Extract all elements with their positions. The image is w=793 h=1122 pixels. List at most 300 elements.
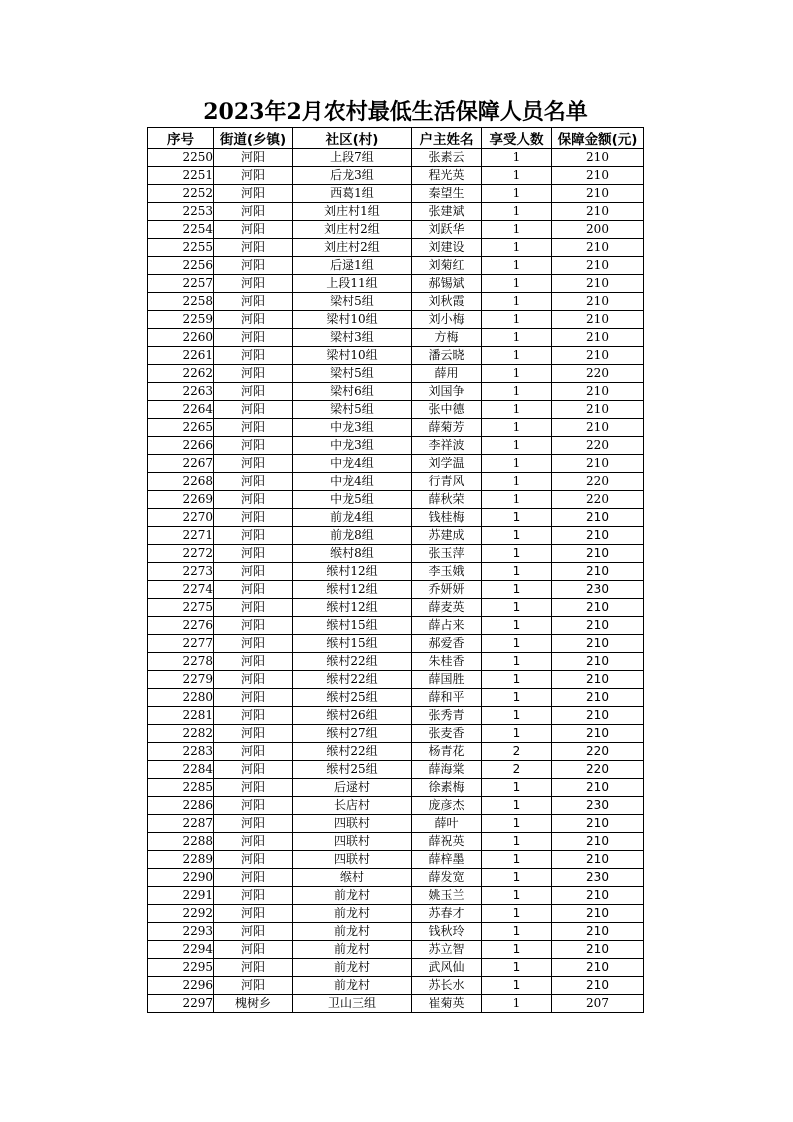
cell-amount: 210 <box>552 383 644 401</box>
cell-amount: 207 <box>552 995 644 1013</box>
cell-seq: 2295 <box>148 959 214 977</box>
cell-street: 河阳 <box>214 599 293 617</box>
cell-street: 河阳 <box>214 977 293 995</box>
cell-householder: 刘秋霞 <box>412 293 482 311</box>
table-row <box>148 887 644 905</box>
cell-seq: 2282 <box>148 725 214 743</box>
cell-community: 缑村22组 <box>293 743 412 761</box>
cell-amount: 210 <box>552 599 644 617</box>
cell-seq: 2272 <box>148 545 214 563</box>
cell-seq: 2250 <box>148 149 214 167</box>
header-community: 社区(村) <box>293 128 412 149</box>
table-row <box>148 239 644 257</box>
cell-seq: 2283 <box>148 743 214 761</box>
cell-street: 河阳 <box>214 221 293 239</box>
cell-householder: 薛发宽 <box>412 869 482 887</box>
cell-community: 四联村 <box>293 851 412 869</box>
cell-community: 梁村5组 <box>293 365 412 383</box>
document-title: 2023年2月农村最低生活保障人员名单 <box>203 99 588 125</box>
cell-amount: 230 <box>552 581 644 599</box>
cell-seq: 2284 <box>148 761 214 779</box>
cell-householder: 薛梓墨 <box>412 851 482 869</box>
cell-seq: 2297 <box>148 995 214 1013</box>
cell-beneficiaries: 1 <box>482 239 552 257</box>
cell-street: 河阳 <box>214 239 293 257</box>
cell-amount: 200 <box>552 221 644 239</box>
cell-seq: 2286 <box>148 797 214 815</box>
cell-community: 梁村5组 <box>293 401 412 419</box>
cell-householder: 李祥波 <box>412 437 482 455</box>
cell-beneficiaries: 1 <box>482 941 552 959</box>
cell-beneficiaries: 1 <box>482 185 552 203</box>
cell-seq: 2293 <box>148 923 214 941</box>
cell-householder: 刘建设 <box>412 239 482 257</box>
cell-seq: 2263 <box>148 383 214 401</box>
cell-street: 河阳 <box>214 203 293 221</box>
cell-street: 河阳 <box>214 329 293 347</box>
cell-amount: 210 <box>552 941 644 959</box>
cell-seq: 2268 <box>148 473 214 491</box>
cell-community: 梁村10组 <box>293 347 412 365</box>
cell-street: 河阳 <box>214 437 293 455</box>
cell-seq: 2273 <box>148 563 214 581</box>
cell-seq: 2264 <box>148 401 214 419</box>
cell-seq: 2251 <box>148 167 214 185</box>
cell-amount: 210 <box>552 545 644 563</box>
cell-street: 河阳 <box>214 653 293 671</box>
cell-street: 河阳 <box>214 815 293 833</box>
cell-community: 缑村15组 <box>293 617 412 635</box>
cell-street: 河阳 <box>214 293 293 311</box>
cell-beneficiaries: 1 <box>482 563 552 581</box>
cell-beneficiaries: 1 <box>482 545 552 563</box>
cell-amount: 210 <box>552 329 644 347</box>
cell-beneficiaries: 1 <box>482 401 552 419</box>
cell-amount: 210 <box>552 725 644 743</box>
cell-householder: 薛海棠 <box>412 761 482 779</box>
cell-beneficiaries: 1 <box>482 347 552 365</box>
cell-street: 河阳 <box>214 311 293 329</box>
cell-street: 河阳 <box>214 635 293 653</box>
cell-community: 前龙村 <box>293 941 412 959</box>
cell-beneficiaries: 2 <box>482 761 552 779</box>
cell-beneficiaries: 1 <box>482 311 552 329</box>
table-row <box>148 329 644 347</box>
cell-street: 河阳 <box>214 779 293 797</box>
table-row <box>148 851 644 869</box>
cell-amount: 210 <box>552 635 644 653</box>
cell-community: 前龙村 <box>293 887 412 905</box>
cell-street: 河阳 <box>214 923 293 941</box>
cell-beneficiaries: 1 <box>482 869 552 887</box>
cell-householder: 张素云 <box>412 149 482 167</box>
cell-community: 缑村12组 <box>293 563 412 581</box>
table-row <box>148 689 644 707</box>
cell-street: 河阳 <box>214 149 293 167</box>
cell-seq: 2258 <box>148 293 214 311</box>
cell-seq: 2275 <box>148 599 214 617</box>
cell-street: 河阳 <box>214 401 293 419</box>
cell-street: 槐树乡 <box>214 995 293 1013</box>
cell-seq: 2260 <box>148 329 214 347</box>
cell-community: 缑村 <box>293 869 412 887</box>
cell-community: 缑村12组 <box>293 581 412 599</box>
cell-community: 后龙3组 <box>293 167 412 185</box>
cell-beneficiaries: 1 <box>482 779 552 797</box>
cell-community: 中龙4组 <box>293 473 412 491</box>
cell-amount: 220 <box>552 761 644 779</box>
cell-beneficiaries: 1 <box>482 599 552 617</box>
cell-householder: 张建斌 <box>412 203 482 221</box>
cell-householder: 苏春才 <box>412 905 482 923</box>
cell-amount: 210 <box>552 923 644 941</box>
cell-street: 河阳 <box>214 509 293 527</box>
cell-amount: 210 <box>552 293 644 311</box>
cell-street: 河阳 <box>214 743 293 761</box>
cell-beneficiaries: 1 <box>482 293 552 311</box>
cell-householder: 薛和平 <box>412 689 482 707</box>
cell-community: 缑村22组 <box>293 653 412 671</box>
cell-householder: 钱桂梅 <box>412 509 482 527</box>
cell-community: 缑村22组 <box>293 671 412 689</box>
cell-community: 上段11组 <box>293 275 412 293</box>
cell-street: 河阳 <box>214 725 293 743</box>
cell-community: 缑村27组 <box>293 725 412 743</box>
cell-beneficiaries: 1 <box>482 689 552 707</box>
cell-street: 河阳 <box>214 581 293 599</box>
table-row <box>148 221 644 239</box>
cell-beneficiaries: 2 <box>482 743 552 761</box>
cell-seq: 2289 <box>148 851 214 869</box>
cell-beneficiaries: 1 <box>482 635 552 653</box>
cell-beneficiaries: 1 <box>482 365 552 383</box>
cell-beneficiaries: 1 <box>482 275 552 293</box>
table-row <box>148 185 644 203</box>
cell-seq: 2280 <box>148 689 214 707</box>
table-row <box>148 491 644 509</box>
cell-beneficiaries: 1 <box>482 851 552 869</box>
cell-householder: 刘菊红 <box>412 257 482 275</box>
cell-amount: 230 <box>552 869 644 887</box>
cell-householder: 徐素梅 <box>412 779 482 797</box>
cell-street: 河阳 <box>214 383 293 401</box>
cell-street: 河阳 <box>214 491 293 509</box>
cell-beneficiaries: 1 <box>482 419 552 437</box>
cell-householder: 薛秋荣 <box>412 491 482 509</box>
table-row <box>148 437 644 455</box>
table-row <box>148 275 644 293</box>
cell-street: 河阳 <box>214 761 293 779</box>
cell-amount: 210 <box>552 239 644 257</box>
cell-street: 河阳 <box>214 347 293 365</box>
cell-amount: 210 <box>552 833 644 851</box>
cell-community: 梁村5组 <box>293 293 412 311</box>
table-row <box>148 959 644 977</box>
cell-beneficiaries: 1 <box>482 329 552 347</box>
cell-householder: 张麦香 <box>412 725 482 743</box>
cell-community: 缑村8组 <box>293 545 412 563</box>
roster-body <box>148 149 644 1013</box>
cell-amount: 210 <box>552 815 644 833</box>
table-row <box>148 383 644 401</box>
table-row <box>148 365 644 383</box>
cell-street: 河阳 <box>214 527 293 545</box>
table-row <box>148 671 644 689</box>
table-row <box>148 293 644 311</box>
table-row <box>148 563 644 581</box>
cell-seq: 2266 <box>148 437 214 455</box>
cell-street: 河阳 <box>214 275 293 293</box>
table-row <box>148 797 644 815</box>
cell-community: 缑村26组 <box>293 707 412 725</box>
cell-street: 河阳 <box>214 707 293 725</box>
table-row <box>148 923 644 941</box>
cell-beneficiaries: 1 <box>482 221 552 239</box>
cell-amount: 210 <box>552 671 644 689</box>
cell-amount: 210 <box>552 851 644 869</box>
cell-community: 四联村 <box>293 815 412 833</box>
cell-householder: 薛菊芳 <box>412 419 482 437</box>
cell-community: 前龙8组 <box>293 527 412 545</box>
cell-amount: 210 <box>552 311 644 329</box>
cell-community: 梁村10组 <box>293 311 412 329</box>
cell-amount: 210 <box>552 887 644 905</box>
cell-householder: 薛用 <box>412 365 482 383</box>
cell-amount: 210 <box>552 653 644 671</box>
cell-householder: 秦望生 <box>412 185 482 203</box>
cell-amount: 210 <box>552 689 644 707</box>
cell-street: 河阳 <box>214 941 293 959</box>
table-row <box>148 869 644 887</box>
cell-seq: 2271 <box>148 527 214 545</box>
table-row <box>148 635 644 653</box>
cell-amount: 220 <box>552 365 644 383</box>
table-row <box>148 617 644 635</box>
cell-street: 河阳 <box>214 833 293 851</box>
table-row <box>148 833 644 851</box>
cell-seq: 2274 <box>148 581 214 599</box>
cell-street: 河阳 <box>214 455 293 473</box>
cell-street: 河阳 <box>214 473 293 491</box>
cell-community: 梁村3组 <box>293 329 412 347</box>
cell-seq: 2288 <box>148 833 214 851</box>
table-row <box>148 257 644 275</box>
cell-householder: 武风仙 <box>412 959 482 977</box>
table-row <box>148 653 644 671</box>
cell-community: 后逯村 <box>293 779 412 797</box>
cell-seq: 2287 <box>148 815 214 833</box>
table-row <box>148 779 644 797</box>
cell-seq: 2296 <box>148 977 214 995</box>
cell-beneficiaries: 1 <box>482 815 552 833</box>
cell-community: 卫山三组 <box>293 995 412 1013</box>
cell-seq: 2291 <box>148 887 214 905</box>
cell-seq: 2270 <box>148 509 214 527</box>
cell-householder: 庞彦杰 <box>412 797 482 815</box>
cell-street: 河阳 <box>214 689 293 707</box>
cell-seq: 2255 <box>148 239 214 257</box>
table-row <box>148 401 644 419</box>
cell-community: 缑村25组 <box>293 689 412 707</box>
cell-street: 河阳 <box>214 257 293 275</box>
cell-beneficiaries: 1 <box>482 527 552 545</box>
cell-householder: 薛祝英 <box>412 833 482 851</box>
header-beneficiaries: 享受人数 <box>482 128 552 149</box>
cell-beneficiaries: 1 <box>482 671 552 689</box>
cell-seq: 2259 <box>148 311 214 329</box>
cell-amount: 210 <box>552 347 644 365</box>
table-row <box>148 743 644 761</box>
cell-householder: 钱秋玲 <box>412 923 482 941</box>
cell-amount: 220 <box>552 473 644 491</box>
cell-beneficiaries: 1 <box>482 473 552 491</box>
table-row <box>148 347 644 365</box>
cell-community: 梁村6组 <box>293 383 412 401</box>
cell-beneficiaries: 1 <box>482 257 552 275</box>
table-row <box>148 581 644 599</box>
cell-amount: 210 <box>552 419 644 437</box>
cell-street: 河阳 <box>214 185 293 203</box>
cell-householder: 李玉娥 <box>412 563 482 581</box>
cell-community: 长店村 <box>293 797 412 815</box>
cell-community: 前龙村 <box>293 923 412 941</box>
cell-householder: 刘国争 <box>412 383 482 401</box>
cell-street: 河阳 <box>214 419 293 437</box>
table-row <box>148 977 644 995</box>
cell-street: 河阳 <box>214 617 293 635</box>
cell-amount: 210 <box>552 167 644 185</box>
cell-seq: 2285 <box>148 779 214 797</box>
cell-amount: 220 <box>552 491 644 509</box>
cell-householder: 刘学温 <box>412 455 482 473</box>
cell-seq: 2294 <box>148 941 214 959</box>
cell-beneficiaries: 1 <box>482 725 552 743</box>
cell-seq: 2290 <box>148 869 214 887</box>
table-row <box>148 545 644 563</box>
cell-householder: 张玉萍 <box>412 545 482 563</box>
cell-amount: 230 <box>552 797 644 815</box>
cell-householder: 薛占来 <box>412 617 482 635</box>
cell-householder: 方梅 <box>412 329 482 347</box>
cell-householder: 杨青花 <box>412 743 482 761</box>
cell-seq: 2252 <box>148 185 214 203</box>
cell-street: 河阳 <box>214 671 293 689</box>
header-amount: 保障金额(元) <box>552 128 644 149</box>
cell-seq: 2261 <box>148 347 214 365</box>
cell-amount: 210 <box>552 905 644 923</box>
cell-seq: 2277 <box>148 635 214 653</box>
cell-beneficiaries: 1 <box>482 959 552 977</box>
cell-householder: 薛叶 <box>412 815 482 833</box>
cell-community: 后逯1组 <box>293 257 412 275</box>
cell-householder: 郝爱香 <box>412 635 482 653</box>
cell-householder: 姚玉兰 <box>412 887 482 905</box>
cell-community: 前龙村 <box>293 905 412 923</box>
cell-householder: 张秀青 <box>412 707 482 725</box>
cell-amount: 210 <box>552 563 644 581</box>
cell-beneficiaries: 1 <box>482 833 552 851</box>
cell-street: 河阳 <box>214 851 293 869</box>
cell-community: 缑村25组 <box>293 761 412 779</box>
cell-seq: 2256 <box>148 257 214 275</box>
cell-amount: 210 <box>552 707 644 725</box>
cell-seq: 2262 <box>148 365 214 383</box>
cell-householder: 苏长水 <box>412 977 482 995</box>
table-row <box>148 167 644 185</box>
cell-community: 中龙4组 <box>293 455 412 473</box>
cell-householder: 乔妍妍 <box>412 581 482 599</box>
table-row <box>148 725 644 743</box>
cell-householder: 薛国胜 <box>412 671 482 689</box>
cell-amount: 210 <box>552 185 644 203</box>
table-row <box>148 905 644 923</box>
table-row <box>148 509 644 527</box>
table-row <box>148 941 644 959</box>
cell-seq: 2281 <box>148 707 214 725</box>
cell-street: 河阳 <box>214 797 293 815</box>
cell-community: 四联村 <box>293 833 412 851</box>
cell-street: 河阳 <box>214 563 293 581</box>
cell-beneficiaries: 1 <box>482 995 552 1013</box>
cell-seq: 2253 <box>148 203 214 221</box>
cell-beneficiaries: 1 <box>482 977 552 995</box>
cell-seq: 2292 <box>148 905 214 923</box>
cell-amount: 210 <box>552 257 644 275</box>
cell-seq: 2278 <box>148 653 214 671</box>
cell-householder: 刘小梅 <box>412 311 482 329</box>
cell-community: 前龙村 <box>293 959 412 977</box>
cell-seq: 2279 <box>148 671 214 689</box>
cell-beneficiaries: 1 <box>482 509 552 527</box>
cell-householder: 崔菊英 <box>412 995 482 1013</box>
cell-householder: 郝锡斌 <box>412 275 482 293</box>
cell-seq: 2269 <box>148 491 214 509</box>
cell-amount: 220 <box>552 743 644 761</box>
header-street: 街道(乡镇) <box>214 128 293 149</box>
cell-householder: 行青风 <box>412 473 482 491</box>
cell-street: 河阳 <box>214 905 293 923</box>
header-householder: 户主姓名 <box>412 128 482 149</box>
cell-amount: 210 <box>552 203 644 221</box>
cell-community: 中龙3组 <box>293 437 412 455</box>
table-row <box>148 995 644 1013</box>
cell-amount: 210 <box>552 401 644 419</box>
cell-beneficiaries: 1 <box>482 383 552 401</box>
cell-seq: 2265 <box>148 419 214 437</box>
cell-beneficiaries: 1 <box>482 167 552 185</box>
cell-amount: 210 <box>552 275 644 293</box>
cell-community: 前龙4组 <box>293 509 412 527</box>
cell-amount: 210 <box>552 779 644 797</box>
cell-street: 河阳 <box>214 887 293 905</box>
cell-community: 刘庄村2组 <box>293 239 412 257</box>
cell-beneficiaries: 1 <box>482 797 552 815</box>
table-row <box>148 311 644 329</box>
cell-householder: 刘跃华 <box>412 221 482 239</box>
table-row <box>148 815 644 833</box>
cell-amount: 210 <box>552 455 644 473</box>
cell-householder: 张中德 <box>412 401 482 419</box>
cell-seq: 2276 <box>148 617 214 635</box>
cell-beneficiaries: 1 <box>482 455 552 473</box>
table-row <box>148 707 644 725</box>
cell-householder: 潘云晓 <box>412 347 482 365</box>
cell-community: 前龙村 <box>293 977 412 995</box>
cell-beneficiaries: 1 <box>482 707 552 725</box>
table-row <box>148 203 644 221</box>
cell-householder: 苏立智 <box>412 941 482 959</box>
header-row <box>148 128 644 149</box>
